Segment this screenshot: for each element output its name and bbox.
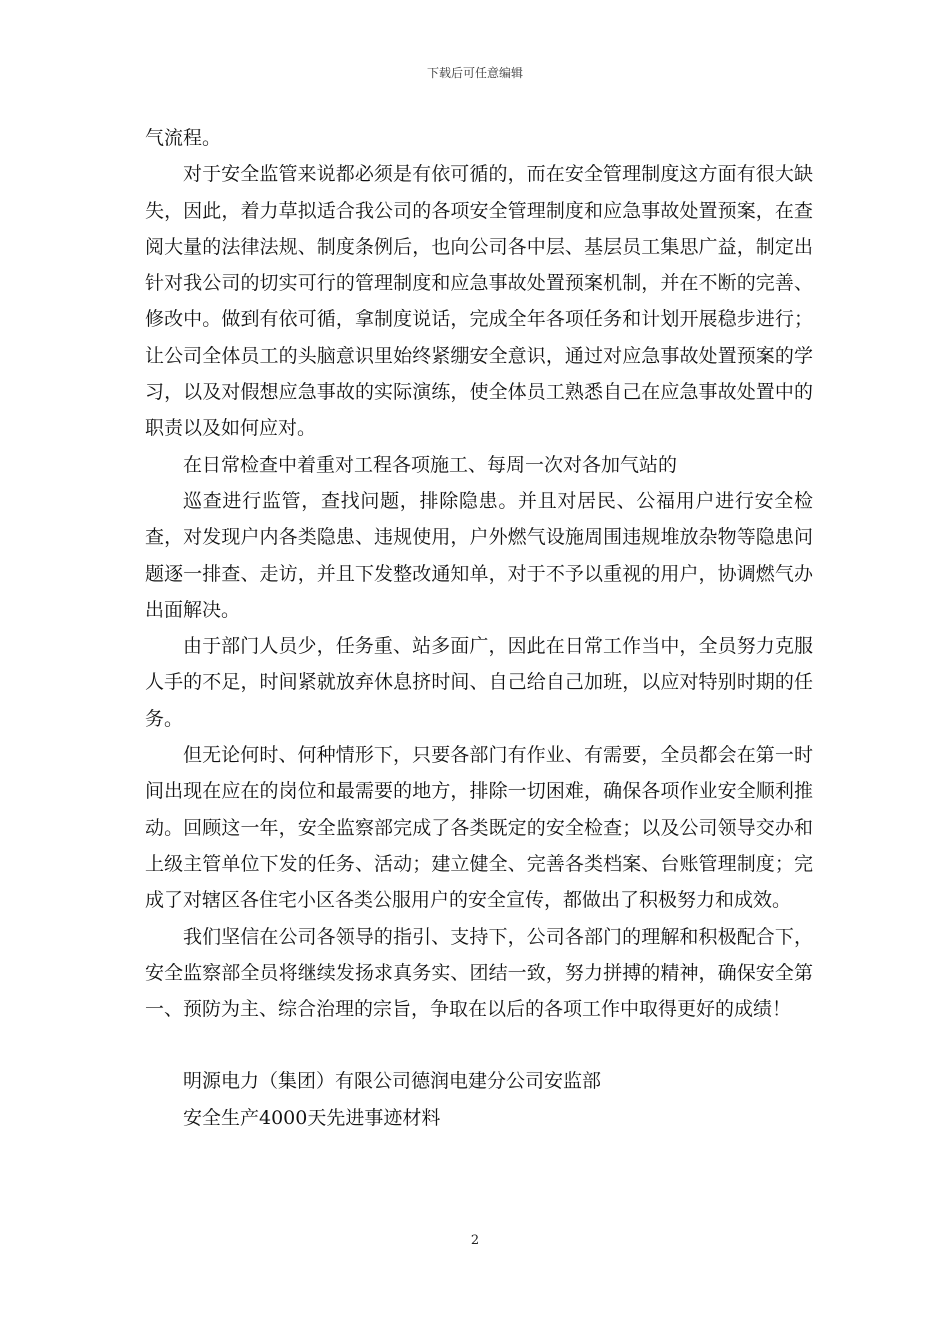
paragraph-3: 巡查进行监管，查找问题，排除隐患。并且对居民、公福用户进行安全检查，对发现户内各类隐患、违规使用，户外燃气设施周围违规堆放杂物等隐患问题逐一排查、走访，并且下发整改通知单，对于不予以重视的用户，协调燃气办出面解决。: [145, 489, 813, 621]
blank-line: [145, 1027, 813, 1063]
page-header: 下载后可任意编辑: [426, 66, 523, 80]
page-number: 2: [470, 1233, 480, 1248]
document-body: [145, 120, 813, 1136]
signature-organization: 明源电力（集团）有限公司德润电建分公司安监部: [183, 1070, 602, 1093]
paragraph-5: 但无论何时、何种情形下，只要各部门有作业、有需要，全员都会在第一时间出现在应在的岗位和最需要的地方，排除一切困难，确保各项作业安全顺利推动。回顾这一年，安全监察部完成了各类既定的安全检查；以及公司领导交办和上级主管单位下发的任务、活动；建立健全、完善各类档案、台账管理制度；完成了对辖区各住宅小区各类公服用户的安全宣传，都做出了积极努力和成效。: [145, 744, 813, 912]
paragraph-0: 气流程。: [145, 127, 222, 149]
paragraph-1: 对于安全监管来说都必须是有依可循的，而在安全管理制度这方面有很大缺失，因此，着力草拟适合我公司的各项安全管理制度和应急事故处置预案，在查阅大量的法律法规、制度条例后，也向公司各中层、基层员工集思广益，制定出针对我公司的切实可行的管理制度和应急事故处置预案机制，并在不断的完善、修改中。做到有依可循，拿制度说话，完成全年各项任务和计划开展稳步进行；让公司全体员工的头脑意识里始终紧绷安全意识，通过对应急事故处置预案的学习，以及对假想应急事故的实际演练，使全体员工熟悉自己在应急事故处置中的职责以及如何应对。: [145, 163, 813, 440]
signature-title: 安全生产4000天先进事迹材料: [183, 1106, 441, 1129]
paragraph-6: 我们坚信在公司各领导的指引、支持下，公司各部门的理解和积极配合下，安全监察部全员将继续发扬求真务实、团结一致，努力拼搏的精神，确保安全第一、预防为主、综合治理的宗旨，争取在以后的各项工作中取得更好的成绩！: [145, 925, 813, 1021]
paragraph-2: 在日常检查中着重对工程各项施工、每周一次对各加气站的: [183, 453, 678, 476]
paragraph-4: 由于部门人员少，任务重、站多面广，因此在日常工作当中，全员努力克服人手的不足，时间紧就放弃休息挤时间、自己给自己加班，以应对特别时期的任务。: [145, 635, 813, 730]
